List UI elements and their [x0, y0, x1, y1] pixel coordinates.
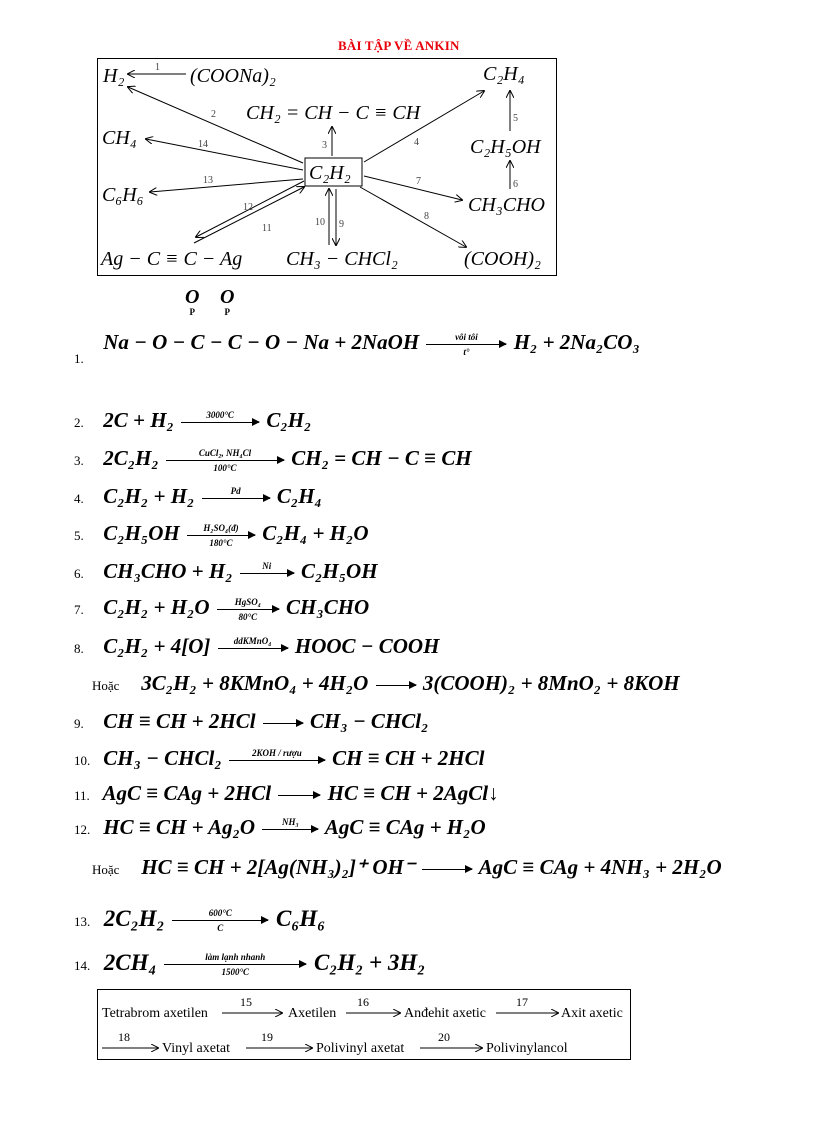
- double-bond-mark: P: [224, 307, 230, 317]
- node-c6h6: C₆H₆: [102, 184, 144, 206]
- scheme-item-vinyl: Vinyl axetat: [162, 1041, 230, 1056]
- equation-reactants: 2C₂H₂: [103, 906, 165, 931]
- equation-14: [74, 950, 425, 976]
- equation-number: 3.: [74, 453, 84, 468]
- equation-number: 1.: [74, 351, 84, 366]
- arrow-condition-above: làm lạnh nhanh: [205, 952, 266, 963]
- arrow-condition-below: 180°C: [209, 537, 233, 548]
- equation-products: CH₃ − CHCl₂: [310, 709, 429, 733]
- equation-number: 8.: [74, 641, 84, 656]
- oxalate-mark-1: [185, 286, 199, 317]
- equation-8: [74, 634, 439, 659]
- equation-number: Hoặc: [92, 678, 120, 693]
- scheme-item-tetrabrom: Tetrabrom axetilen: [102, 1006, 208, 1021]
- equation-reactants: C₂H₅OH: [103, 521, 180, 545]
- equation-products: HOOC − COOH: [294, 634, 440, 658]
- equation-number: 10.: [74, 753, 91, 768]
- reaction-arrow: [218, 635, 288, 649]
- arrow-condition-above: HgSO₄: [234, 596, 261, 607]
- equation-reactants: C₂H₂ + 4[O]: [103, 634, 211, 658]
- equation-reactants: 2C + H₂: [103, 408, 174, 432]
- equation-reactants: HC ≡ CH + Ag₂O: [103, 815, 256, 839]
- arrow-label-6: 6: [513, 179, 518, 190]
- equation-reactants: 2C₂H₂: [103, 446, 159, 470]
- equation-number: 14.: [74, 958, 91, 973]
- equation-products: C₂H₂ + 3H₂: [314, 950, 426, 975]
- node-ch3cho: CH₃CHO: [468, 194, 545, 216]
- equation-products: C₂H₂: [266, 408, 312, 432]
- scheme-step-15: 15: [240, 995, 252, 1009]
- reaction-arrow: [164, 952, 306, 978]
- equation-13: [74, 906, 325, 932]
- equation-products: CH₂ = CH − C ≡ CH: [291, 446, 472, 470]
- oxalate-mark-2: [220, 286, 234, 317]
- equation-number: Hoặc: [92, 862, 120, 877]
- equation-number: 12.: [74, 822, 91, 837]
- arrow-label-5: 5: [513, 113, 518, 124]
- node-c2h2: C₂H₂: [309, 162, 351, 184]
- equation-products: C₂H₄ + H₂O: [262, 521, 369, 545]
- reaction-arrow: [172, 908, 268, 934]
- equation-reactants: 3C₂H₂ + 8KMnO₄ + 4H₂O: [141, 671, 369, 695]
- arrow-label-13: 13: [203, 175, 213, 186]
- arrow-8: [360, 187, 466, 247]
- node-h2: H₂: [103, 65, 125, 87]
- equation-7: [74, 595, 369, 620]
- reaction-arrow: [181, 409, 259, 423]
- arrow-condition-above: ddKMnO₄: [233, 635, 272, 646]
- equation-9: [74, 709, 428, 734]
- scheme-step-20: 20: [438, 1030, 450, 1044]
- arrow-13: [150, 179, 303, 192]
- scheme-item-axetilen: Axetilen: [288, 1006, 337, 1021]
- node-vinylacetylene: CH₂ = CH − C ≡ CH: [246, 102, 421, 124]
- arrow-label-8: 8: [424, 211, 429, 222]
- equation-reactants: CH₃CHO + H₂: [103, 559, 233, 583]
- equation-4: [74, 484, 322, 509]
- reaction-arrow: [376, 685, 416, 686]
- equation-reactants: 2CH₄: [103, 950, 157, 975]
- equation-number: 7.: [74, 602, 84, 617]
- equation-number: 11.: [74, 788, 90, 803]
- arrow-label-3: 3: [322, 140, 327, 151]
- equation-products: HC ≡ CH + 2AgCl↓: [327, 781, 499, 805]
- equation-products: C₂H₅OH: [301, 559, 378, 583]
- node-c2h4: C₂H₄: [483, 63, 525, 85]
- equation-products: C₆H₆: [276, 906, 326, 931]
- equation-6: [74, 559, 378, 584]
- reaction-arrow: [187, 522, 255, 548]
- equation-number: 2.: [74, 415, 84, 430]
- equation-products: AgC ≡ CAg + 4NH₃ + 2H₂O: [478, 855, 722, 879]
- scheme-item-andehit: Anđehit axetic: [404, 1006, 487, 1021]
- scheme-step-19: 19: [261, 1030, 273, 1044]
- reaction-arrow: [202, 485, 270, 499]
- scheme-step-18: 18: [118, 1030, 130, 1044]
- equation-reactants: Na − O − C − C − O − Na + 2NaOH: [103, 330, 420, 354]
- reaction-arrow: [263, 723, 303, 724]
- scheme-item-polivinylancol: Polivinylancol: [486, 1041, 568, 1056]
- node-coona: (COONa)₂: [190, 65, 276, 87]
- equation-reactants: AgC ≡ CAg + 2HCl: [102, 781, 272, 805]
- reaction-arrow: [217, 596, 279, 622]
- scheme-step-17: 17: [516, 995, 528, 1009]
- equation-products: AgC ≡ CAg + H₂O: [324, 815, 486, 839]
- scheme-item-axit: Axit axetic: [561, 1006, 623, 1021]
- diagram-canvas: [98, 59, 558, 277]
- node-c2h5oh: C₂H₅OH: [470, 136, 541, 158]
- equation-2: [74, 408, 311, 433]
- conversion-diagram: [97, 58, 557, 276]
- equation-reactants: C₂H₂ + H₂O: [103, 595, 210, 619]
- equation-products: H₂ + 2Na₂CO₃: [513, 330, 640, 354]
- reaction-arrow: [262, 816, 318, 830]
- reaction-arrow: [278, 795, 320, 796]
- arrow-14: [146, 139, 303, 170]
- arrow-condition-below: 100°C: [213, 462, 237, 473]
- arrow-label-7: 7: [416, 176, 421, 187]
- page-title: BÀI TẬP VỀ ANKIN: [338, 38, 460, 53]
- node-ch3chcl2: CH₃ − CHCl₂: [286, 248, 398, 270]
- arrow-condition-above: 2KOH / rượu: [252, 747, 302, 758]
- arrow-label-9: 9: [339, 219, 344, 230]
- arrow-condition-above: CuCl₂, NH₄Cl: [198, 447, 252, 458]
- arrow-label-1: 1: [155, 62, 160, 73]
- arrow-label-2: 2: [211, 109, 216, 120]
- arrow-2: [128, 87, 303, 163]
- node-agc: Ag − C ≡ C − Ag: [101, 248, 243, 270]
- reaction-arrow: [229, 747, 325, 761]
- arrow-label-10: 10: [315, 217, 325, 228]
- arrow-label-12: 12: [243, 202, 253, 213]
- equation-products: 3(COOH)₂ + 8MnO₂ + 8KOH: [422, 671, 680, 695]
- arrow-label-14: 14: [198, 139, 208, 150]
- equation-products: C₂H₄: [276, 484, 322, 508]
- arrow-condition-above: NH₃: [282, 816, 299, 827]
- arrow-condition-above: Ni: [262, 560, 272, 571]
- reaction-arrow: [422, 869, 472, 870]
- equation-reactants: HC ≡ CH + 2[Ag(NH₃)₂]⁺ OH⁻: [141, 855, 415, 879]
- node-cooh2: (COOH)₂: [464, 248, 541, 270]
- arrow-label-11: 11: [262, 223, 272, 234]
- scheme-item-polivinylaxetat: Polivinyl axetat: [316, 1041, 405, 1056]
- arrow-condition-below: t°: [463, 346, 470, 357]
- arrow-condition-above: H₂SO₄(đ): [203, 522, 239, 533]
- equation-reactants: C₂H₂ + H₂: [103, 484, 195, 508]
- equation-8-alternative: [92, 671, 680, 696]
- arrow-11: [194, 187, 304, 243]
- equation-number: 5.: [74, 528, 84, 543]
- reaction-arrow: [426, 331, 506, 357]
- equation-5: [74, 521, 369, 546]
- arrow-label-4: 4: [414, 137, 419, 148]
- equation-number: 4.: [74, 491, 84, 506]
- reaction-arrow: [240, 560, 294, 574]
- arrow-condition-below: C: [217, 923, 224, 934]
- oxygen-label: O: [185, 286, 200, 308]
- scheme-step-16: 16: [357, 995, 369, 1009]
- equation-11: [74, 781, 499, 806]
- equation-reactants: CH ≡ CH + 2HCl: [103, 709, 256, 733]
- equation-3: [74, 446, 472, 471]
- arrow-7: [364, 176, 462, 200]
- equation-number: 13.: [74, 914, 91, 929]
- arrow-condition-below: 1500°C: [221, 967, 250, 978]
- reaction-arrow: [166, 447, 284, 473]
- arrow-condition-below: 80°C: [238, 611, 258, 622]
- equation-number: 6.: [74, 566, 84, 581]
- equation-12-alternative: [92, 855, 722, 880]
- arrow-condition-above: vôi tôi: [455, 331, 478, 342]
- double-bond-mark: P: [189, 307, 195, 317]
- arrow-condition-above: 600°C: [208, 908, 232, 919]
- equation-reactants: CH₃ − CHCl₂: [103, 746, 222, 770]
- equation-1: [74, 330, 640, 367]
- equation-products: CH ≡ CH + 2HCl: [332, 746, 485, 770]
- arrow-condition-above: 3000°C: [206, 409, 234, 420]
- arrow-condition-above: Pd: [230, 485, 241, 496]
- scheme-canvas: [98, 990, 632, 1061]
- oxygen-label: O: [220, 286, 235, 308]
- reaction-scheme: [97, 989, 631, 1060]
- equation-products: CH₃CHO: [286, 595, 370, 619]
- equation-12: [74, 815, 486, 840]
- equation-10: [74, 746, 484, 771]
- equation-number: 9.: [74, 716, 84, 731]
- node-ch4: CH₄: [102, 127, 137, 149]
